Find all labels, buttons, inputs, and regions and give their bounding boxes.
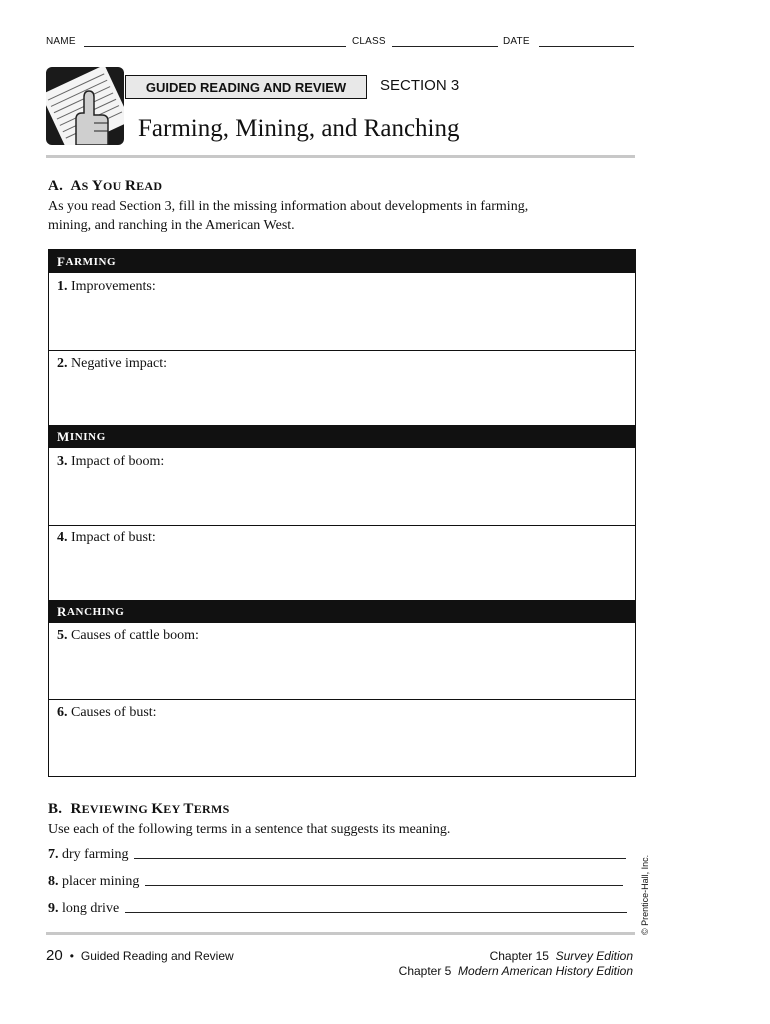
answer-box-6[interactable]	[49, 700, 635, 776]
term-8-text: placer mining	[62, 874, 140, 889]
part-a-h3: Y	[91, 178, 104, 194]
q4-text: Impact of bust:	[71, 530, 156, 545]
part-a-instructions: As you read Section 3, fill in the missing information about developments in farming, mining, and ranching in the American West.	[48, 199, 529, 233]
ranching-cap: R	[57, 603, 67, 619]
part-a-h2: S	[81, 179, 92, 193]
footer-divider	[46, 932, 635, 935]
q6-text: Causes of bust:	[71, 705, 157, 720]
q1-num: 1.	[57, 279, 68, 294]
q2-text: Negative impact:	[71, 356, 168, 371]
part-b-instructions: Use each of the following terms in a sentence that suggests its meaning.	[48, 822, 451, 837]
footer-book: Guided Reading and Review	[80, 949, 234, 963]
footer-edition-2-name: Modern American History Edition	[458, 964, 633, 978]
q6-num: 6.	[57, 705, 68, 720]
page-title: Farming, Mining, and Ranching	[138, 115, 460, 142]
answer-box-3[interactable]	[49, 448, 635, 525]
footer-chapter-2: Chapter 5	[398, 964, 452, 978]
page-number: 20	[46, 947, 63, 964]
farming-cap: F	[57, 253, 66, 269]
term-7-text: dry farming	[62, 847, 129, 862]
q1-text: Improvements:	[71, 279, 156, 294]
term-9-num: 9.	[48, 901, 59, 916]
copyright-notice: © Prentice-Hall, Inc.	[640, 854, 650, 935]
q5-text: Causes of cattle boom:	[71, 628, 199, 643]
class-field[interactable]	[392, 46, 498, 47]
part-b-heading	[48, 801, 230, 818]
footer-bullet: •	[69, 949, 74, 963]
answer-box-5[interactable]	[49, 623, 635, 699]
q2-num: 2.	[57, 356, 68, 371]
term-7-answer-line[interactable]	[134, 858, 626, 859]
answer-box-1[interactable]	[49, 273, 635, 350]
name-field[interactable]	[84, 46, 346, 47]
term-8-num: 8.	[48, 874, 59, 889]
section-number: SECTION 3	[380, 77, 460, 94]
part-a-letter: A.	[48, 178, 64, 194]
footer-left	[46, 947, 234, 964]
footer-edition-1-name: Survey Edition	[555, 949, 633, 963]
part-a-h5: R	[124, 178, 137, 194]
footer-edition-1	[490, 949, 633, 963]
part-b-letter: B.	[48, 801, 63, 817]
footer-edition-2	[399, 964, 633, 978]
category-farming	[49, 250, 635, 273]
q5-num: 5.	[57, 628, 68, 643]
category-mining	[49, 425, 635, 448]
answer-box-2[interactable]	[49, 351, 635, 425]
date-field[interactable]	[539, 46, 634, 47]
farming-rest: ARMING	[65, 255, 117, 268]
part-a-h4: OU	[103, 179, 125, 193]
part-b-h1: R	[70, 801, 82, 817]
q3-text: Impact of boom:	[71, 454, 165, 469]
name-label: NAME	[46, 36, 76, 47]
part-a-h6: EAD	[136, 179, 163, 193]
term-9-answer-line[interactable]	[125, 912, 627, 913]
mining-cap: M	[57, 428, 70, 444]
q4-num: 4.	[57, 530, 68, 545]
part-b-h3: K	[151, 801, 164, 817]
term-9-text: long drive	[62, 901, 120, 916]
part-b-h4: EY	[163, 802, 184, 816]
ranching-rest: ANCHING	[67, 605, 125, 618]
category-ranching	[49, 600, 635, 623]
term-7-num: 7.	[48, 847, 59, 862]
term-8	[48, 874, 623, 890]
response-table	[48, 249, 636, 777]
part-a-heading	[48, 178, 162, 195]
part-b-h5: T	[183, 801, 194, 817]
term-8-answer-line[interactable]	[145, 885, 623, 886]
guided-reading-banner	[125, 75, 367, 99]
q3-num: 3.	[57, 454, 68, 469]
answer-box-4[interactable]	[49, 526, 635, 600]
class-label: CLASS	[352, 36, 386, 47]
footer-chapter-1: Chapter 15	[489, 949, 549, 963]
part-b-h6: ERMS	[193, 802, 230, 816]
part-b-h2: EVIEWING	[81, 802, 152, 816]
mining-rest: INING	[69, 430, 106, 443]
banner-label: GUIDED READING AND REVIEW	[145, 79, 347, 95]
term-9	[48, 901, 627, 917]
pointing-hand-icon	[46, 67, 124, 145]
date-label: DATE	[503, 36, 530, 47]
title-divider	[46, 155, 635, 158]
part-a-h1: A	[70, 178, 82, 194]
term-7	[48, 847, 626, 863]
